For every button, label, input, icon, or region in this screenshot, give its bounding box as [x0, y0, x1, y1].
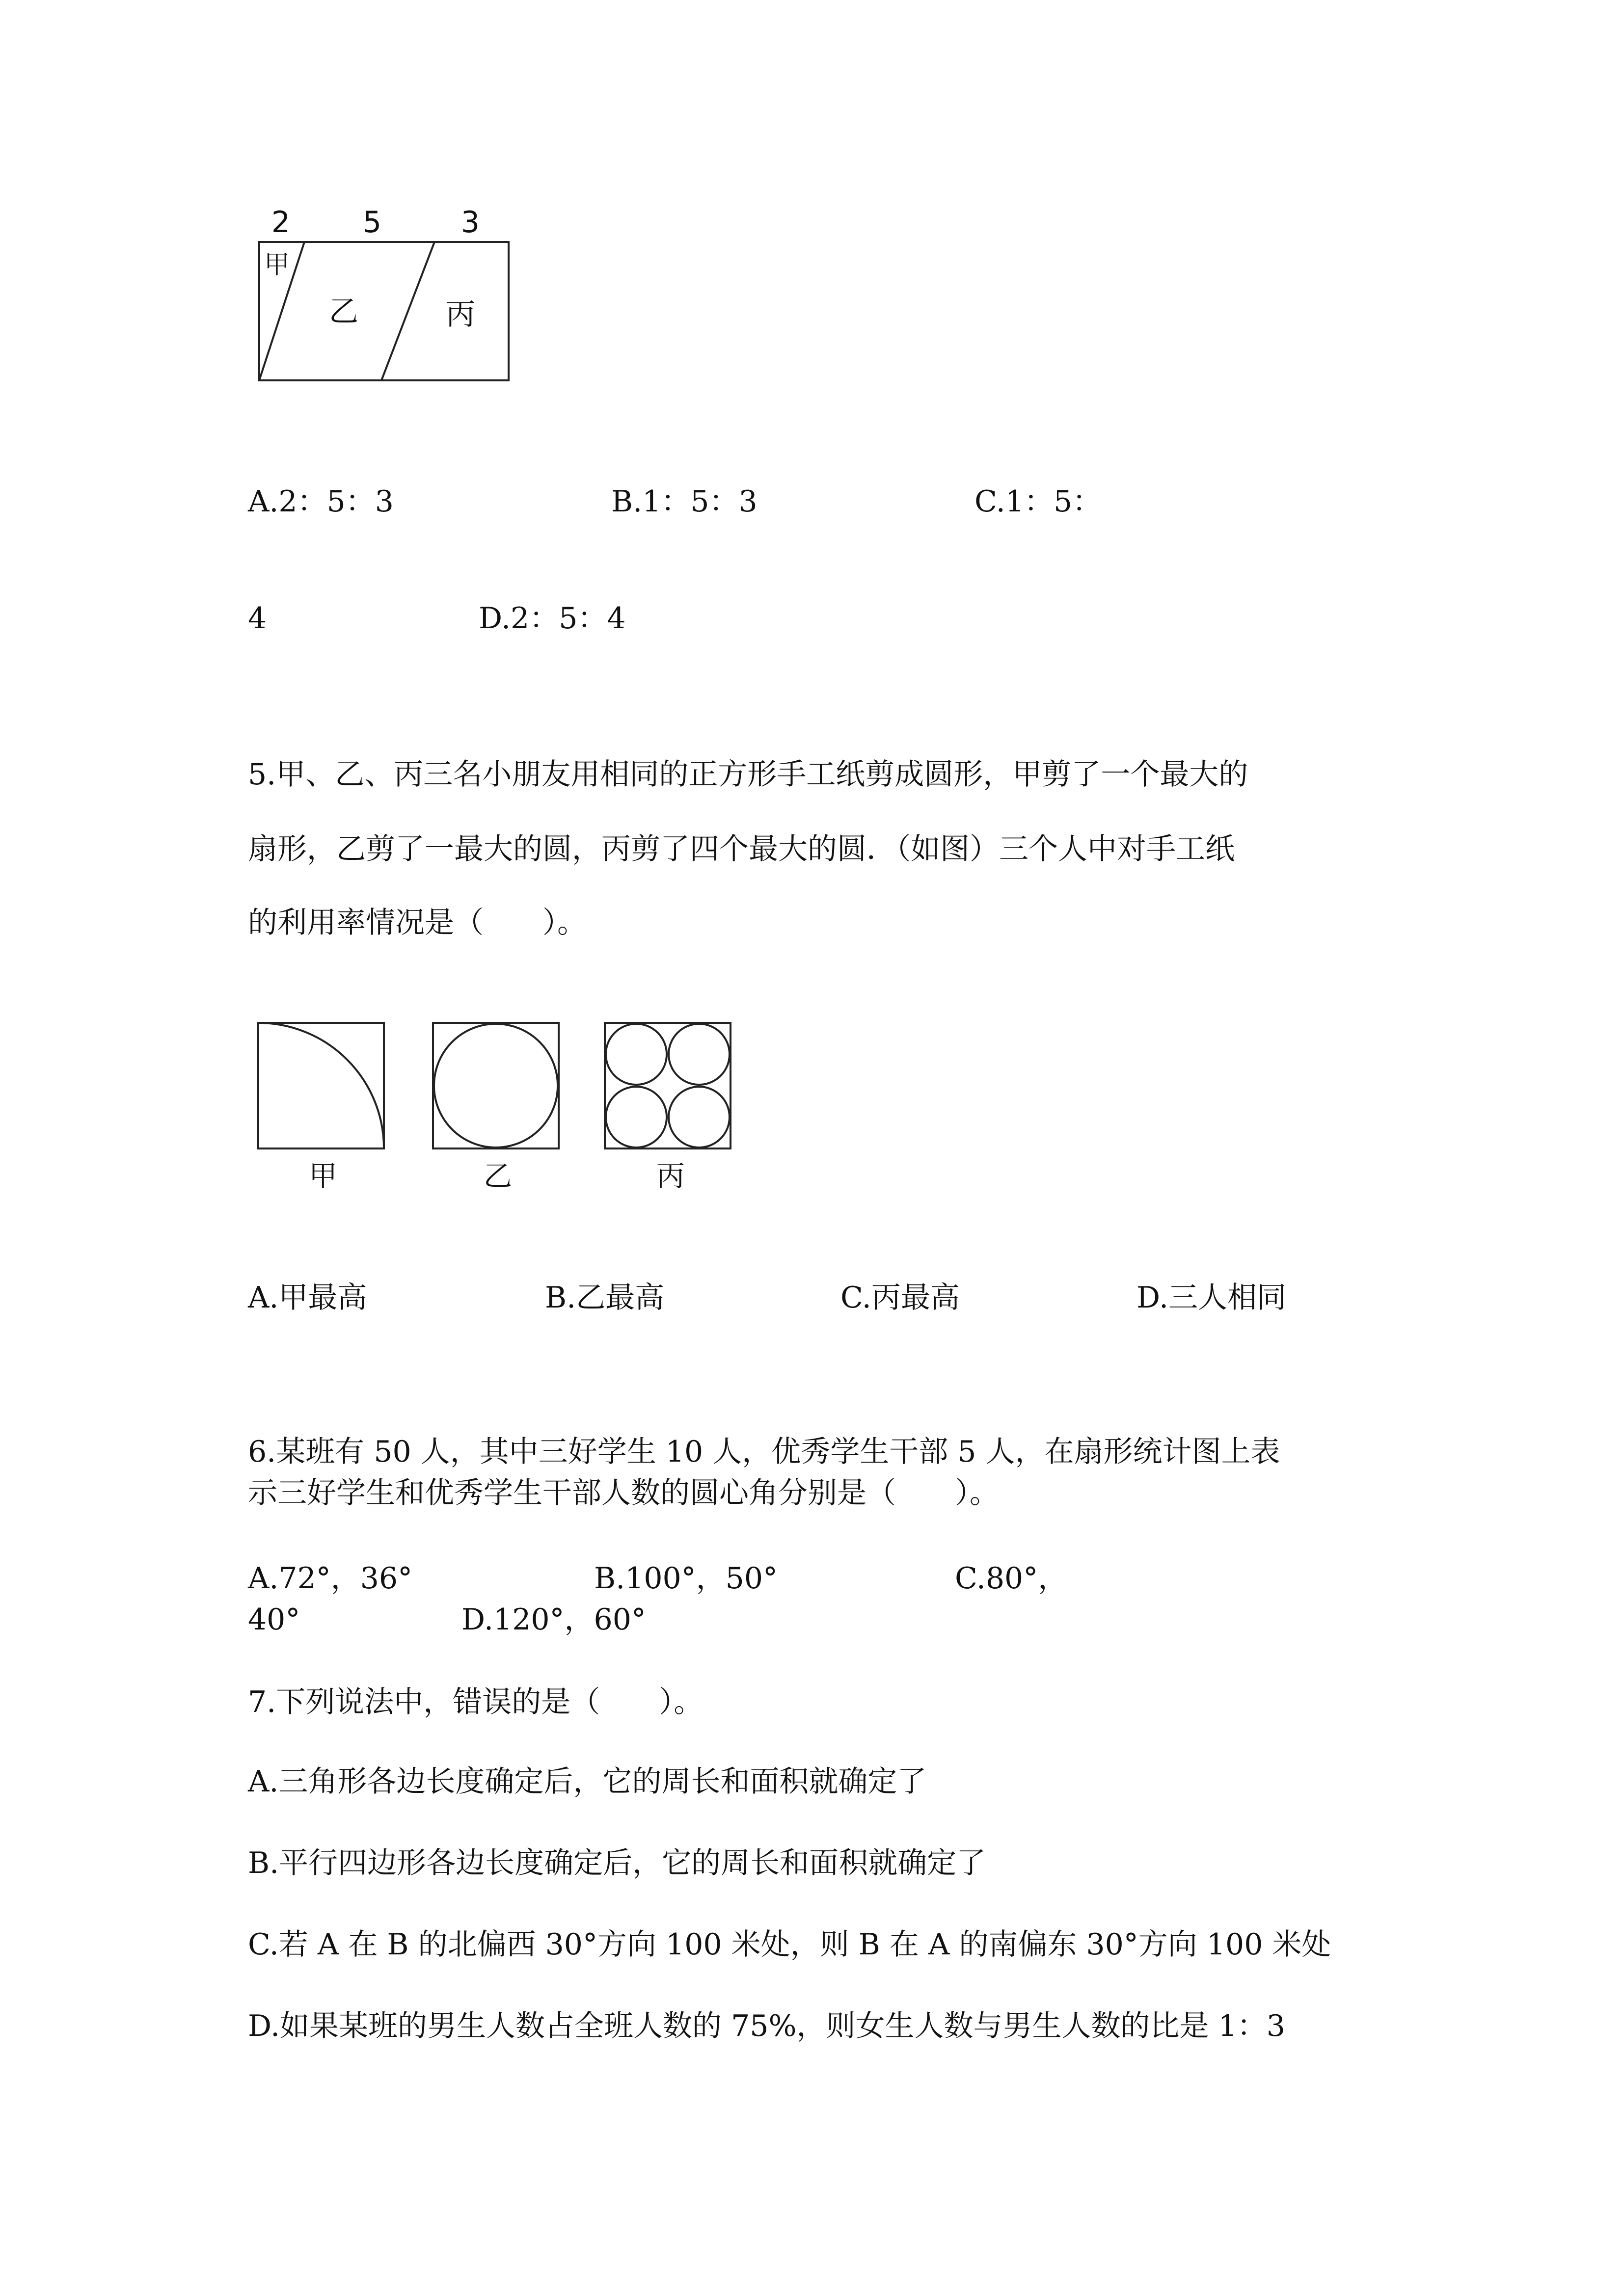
q7-option-d[interactable]: D.如果某班的男生人数占全班人数的 75%，则女生人数与男生人数的比是 1：3: [248, 2009, 1285, 2043]
q5-bing-circle-3: [606, 1087, 667, 1148]
q4-option-a[interactable]: A.2：5：3: [248, 484, 394, 519]
q5-bing-square: [605, 1023, 731, 1148]
q7-stem: 7.下列说法中，错误的是（ ）。: [248, 1685, 704, 1719]
q5-bing-circle-4: [669, 1087, 730, 1148]
q6-option-c-continued: 40°: [248, 1602, 300, 1637]
q4-divider-right: [381, 242, 434, 380]
q7-option-b[interactable]: B.平行四边形各边长度确定后，它的周长和面积就确定了: [248, 1846, 986, 1880]
q6-stem-line-2: 示三好学生和优秀学生干部人数的圆心角分别是（ ）。: [248, 1476, 999, 1510]
q4-region-label-bing: 丙: [446, 297, 475, 332]
q5-jia-square: [258, 1023, 384, 1148]
q5-paper-cutting-figure: [250, 1021, 741, 1198]
q6-option-b[interactable]: B.100°，50°: [594, 1561, 778, 1596]
q5-figure-jia: [258, 1023, 384, 1148]
q5-figure-label-yi: 乙: [483, 1159, 513, 1193]
q6-option-c[interactable]: C.80°，: [955, 1561, 1068, 1596]
q7-option-c[interactable]: C.若 A 在 B 的北偏西 30°方向 100 米处，则 B 在 A 的南偏东 30°方向 100 米处: [248, 1927, 1331, 1962]
q4-region-label-jia: 甲: [264, 250, 290, 280]
q5-figure-yi: [433, 1023, 559, 1148]
q4-option-c-continued: 4: [248, 601, 267, 636]
q5-option-a[interactable]: A.甲最高: [248, 1281, 367, 1315]
q4-option-b[interactable]: B.1：5：3: [611, 484, 758, 519]
q5-figure-label-jia: 甲: [308, 1159, 338, 1193]
q4-region-label-yi: 乙: [329, 294, 358, 329]
q5-bing-circle-2: [669, 1024, 730, 1085]
q6-option-d[interactable]: D.120°，60°: [461, 1602, 646, 1637]
q5-figure-bing: [605, 1023, 731, 1148]
q5-option-b[interactable]: B.乙最高: [545, 1281, 665, 1315]
q5-stem-line-3: 的利用率情况是（ ）。: [248, 906, 587, 940]
q4-top-label-5: 5: [362, 205, 382, 240]
q4-rectangle-figure: [250, 199, 511, 390]
q4-option-d[interactable]: D.2：5：4: [479, 601, 626, 636]
q5-stem-line-1: 5.甲、乙、丙三名小朋友用相同的正方形手工纸剪成圆形，甲剪了一个最大的: [248, 757, 1248, 792]
q5-bing-circle-1: [606, 1024, 667, 1085]
q5-option-c[interactable]: C.丙最高: [840, 1281, 960, 1315]
q5-stem-line-2: 扇形，乙剪了一最大的圆，丙剪了四个最大的圆．（如图）三个人中对手工纸: [248, 832, 1235, 866]
q6-option-a[interactable]: A.72°，36°: [248, 1561, 413, 1596]
q7-option-a[interactable]: A.三角形各边长度确定后，它的周长和面积就确定了: [248, 1764, 927, 1799]
q4-option-c[interactable]: C.1：5：: [974, 484, 1102, 519]
q4-top-label-2: 2: [271, 205, 291, 240]
q6-stem-line-1: 6.某班有 50 人，其中三好学生 10 人，优秀学生干部 5 人，在扇形统计图上表: [248, 1435, 1280, 1469]
q5-figure-label-bing: 丙: [656, 1159, 685, 1193]
q4-top-label-3: 3: [460, 205, 480, 240]
q5-option-d[interactable]: D.三人相同: [1137, 1281, 1287, 1315]
q5-yi-circle: [434, 1024, 558, 1148]
q5-jia-quarter-arc: [258, 1023, 384, 1148]
